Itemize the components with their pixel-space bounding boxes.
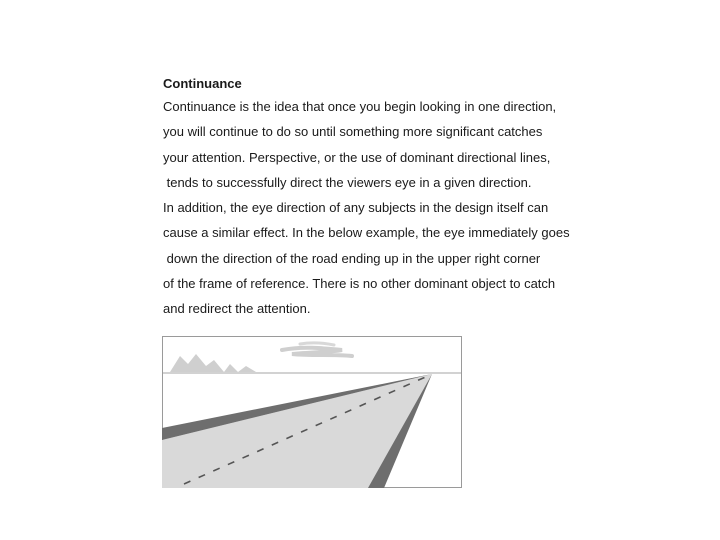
text-block xyxy=(163,74,683,322)
paragraph-line: Continuance is the idea that once you begin looking in one direction, xyxy=(163,99,557,114)
paragraph-line: of the frame of reference. There is no other dominant object to catch xyxy=(163,276,556,292)
paragraph-line: tends to successfully direct the viewers eye in a given direction. xyxy=(163,174,532,190)
paragraph-line: you will continue to do so until something more significant catches xyxy=(163,124,543,140)
paragraph-line: down the direction of the road ending up in the upper right corner xyxy=(163,250,541,266)
paragraph xyxy=(163,94,683,322)
heading: Continuance xyxy=(163,76,242,91)
paragraph-line: and redirect the attention. xyxy=(163,301,311,317)
road-illustration xyxy=(162,336,462,488)
paragraph-line: your attention. Perspective, or the use of dominant directional lines, xyxy=(163,149,551,165)
paragraph-line: In addition, the eye direction of any subjects in the design itself can xyxy=(163,200,549,216)
road-illustration-svg xyxy=(162,336,462,488)
paragraph-line: cause a similar effect. In the below example, the eye immediately goes xyxy=(163,225,570,241)
